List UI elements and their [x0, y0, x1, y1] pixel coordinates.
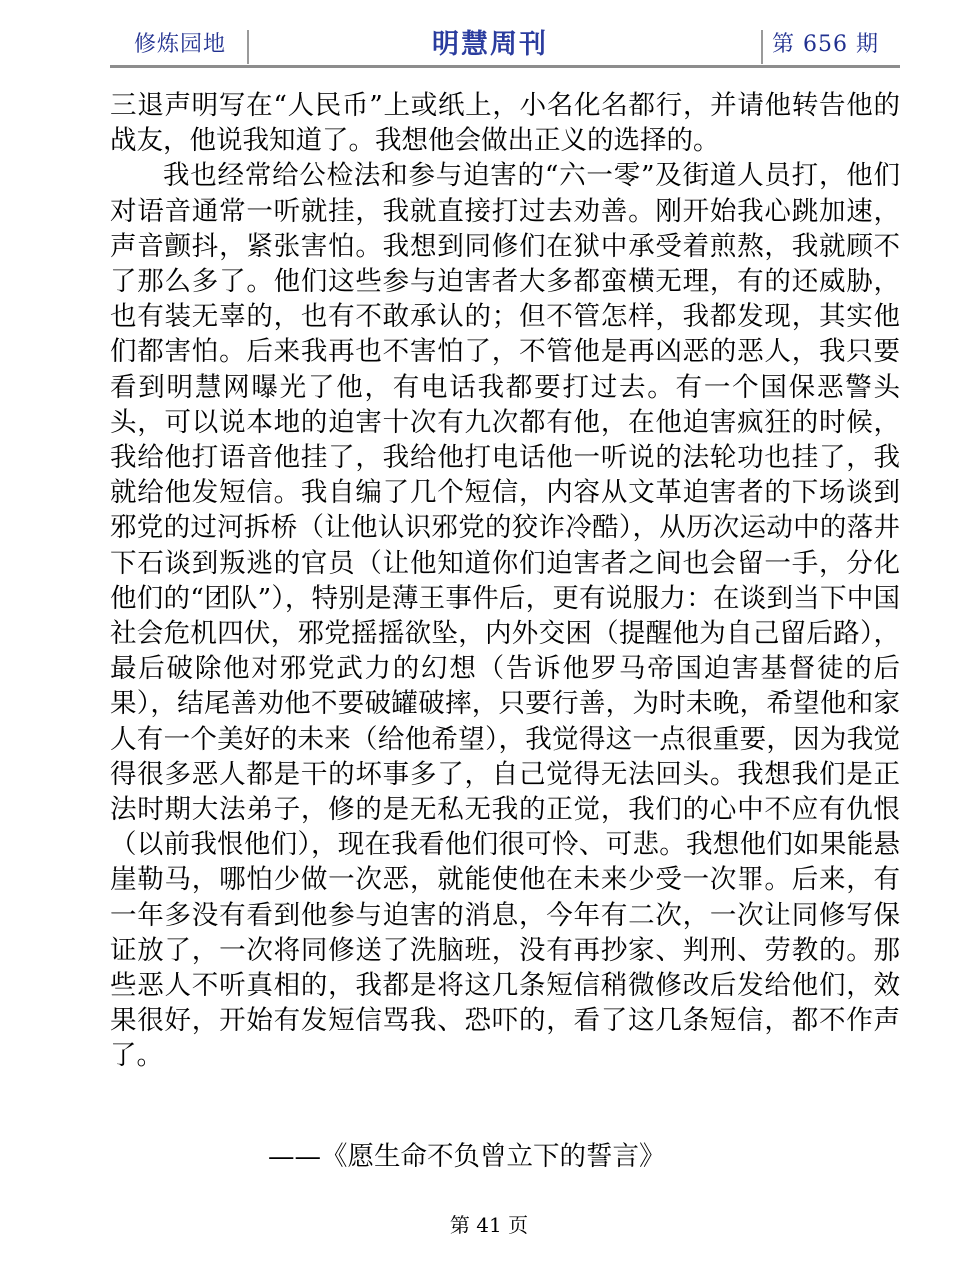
header-divider — [761, 30, 763, 64]
article-paragraph: 我也经常给公检法和参与迫害的“六一零”及街道人员打，他们对语音通常一听就挂，我就直接打过去劝善。刚开始我心跳加速，声音颤抖，紧张害怕。我想到同修们在狱中承受着煎熬，我就顾不了那么多了。他们这些参与迫害者大多都蛮横无理，有的还威胁，也有装无辜的，也有不敢承认的；但不管怎样，我都发现，其实他们都害怕。后来我再也不害怕了，不管他是再凶恶的恶人，我只要看到明慧网曝光了他，有电话我都要打过去。有一个国保恶警头头，可以说本地的迫害十次有九次都有他，在他迫害疯狂的时候，我给他打语音他挂了，我给他打电话他一听说的法轮功也挂了，我就给他发短信。我自编了几个短信，内容从文革迫害者的下场谈到邪党的过河拆桥（让他认识邪党的狡诈冷酷），从历次运动中的落井下石谈到叛逃的官员（让他知道你们迫害者之间也会留一手，分化他们的“团队”），特别是薄王事件后，更有说服力：在谈到当下中国社会危机四伏，邪党摇摇欲坠，内外交困（提醒他为自己留后路），最后破除他对邪党武力的幻想（告诉他罗马帝国迫害基督徒的后果），结尾善劝他不要破罐破摔，只要行善，为时未晚，希望他和家人有一个美好的未来（给他希望），我觉得这一点很重要，因为我觉得很多恶人都是干的坏事多了，自己觉得无法回头。我想我们是正法时期大法弟子，修的是无私无我的正觉，我们的心中不应有仇恨（以前我恨他们），现在我看他们很可怜、可悲。我想他们如果能悬崖勒马，哪怕少做一次恶，就能使他在未来少受一次罪。后来，有一年多没有看到他参与迫害的消息，今年有二次，一次让同修写保证放了，一次将同修送了洗脑班，没有再抄家、判刑、劳教的。那些恶人不听真相的，我都是将这几条短信稍微修改后发给他们，效果很好，开始有发短信骂我、恐吓的，看了这几条短信，都不作声了。 — [110, 160, 900, 1072]
header-rule — [110, 65, 900, 68]
publication-title: 明慧周刊 — [432, 29, 548, 60]
page-number: 第 41 页 — [449, 1213, 529, 1237]
page-header — [110, 26, 900, 66]
article-source: ——《愿生命不负曾立下的誓言》 — [268, 1141, 666, 1172]
article-body — [110, 88, 900, 1074]
section-title: 修炼园地 — [134, 32, 227, 57]
article-paragraph: 三退声明写在“人民币”上或纸上，小名化名都行，并请他转告他的战友，他说我知道了。我想他会做出正义的选择的。 — [110, 90, 900, 157]
issue-number: 第 656 期 — [772, 32, 879, 57]
header-divider — [247, 30, 249, 64]
